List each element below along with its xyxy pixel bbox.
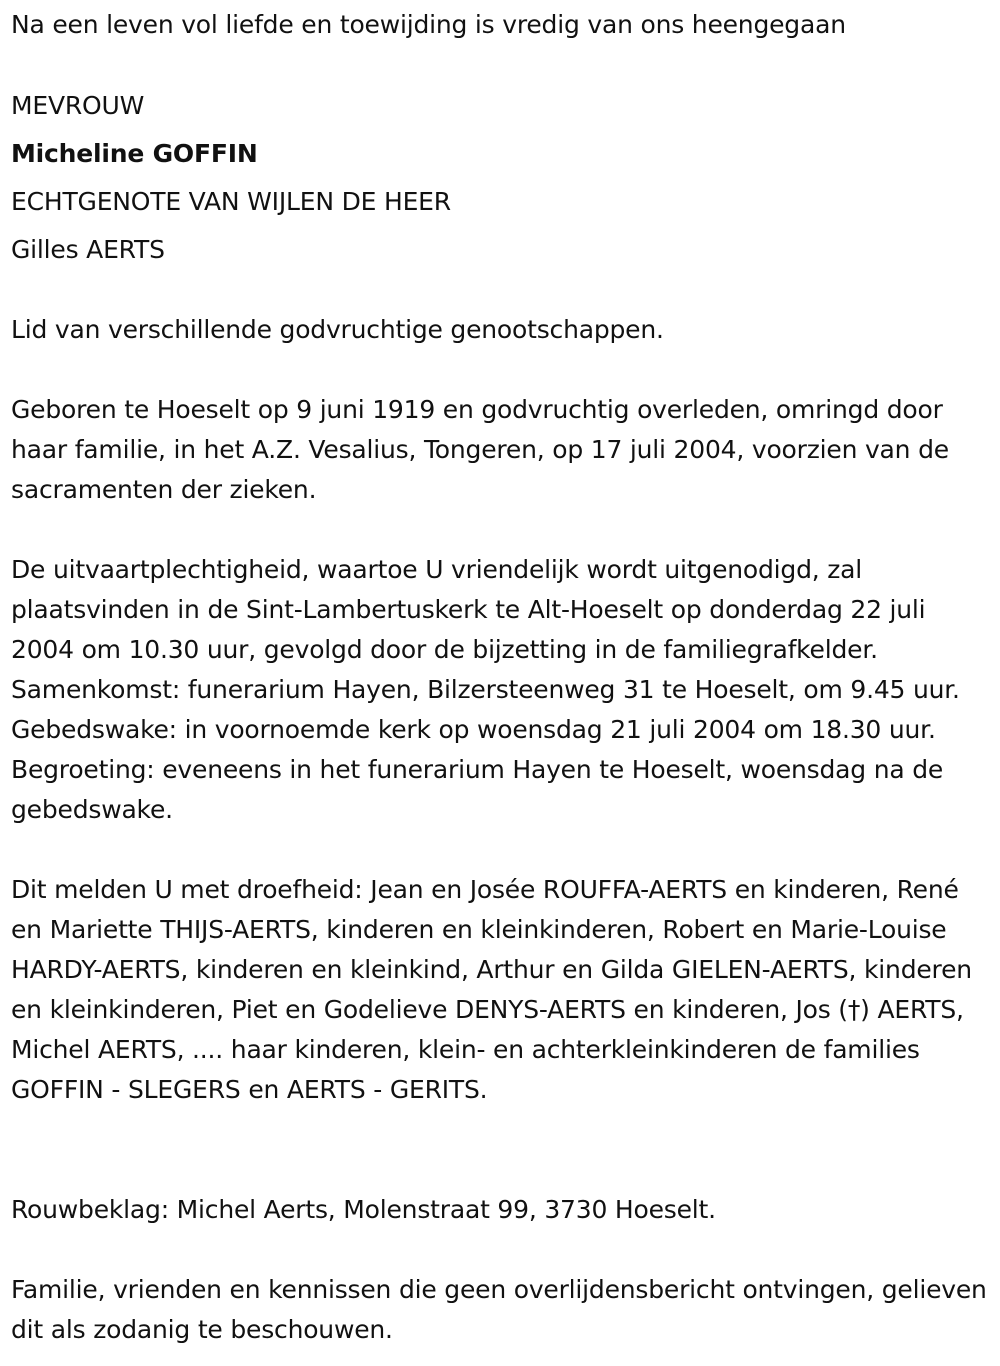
condolence-address: Rouwbeklag: Michel Aerts, Molenstraat 99, 3730 Hoeselt. [11,1195,716,1224]
intro-text: Na een leven vol liefde en toewijding is vredig van ons heengegaan [11,10,846,39]
spouse-name: Gilles AERTS [11,235,165,264]
funeral-paragraph: De uitvaartplechtigheid, waartoe U vriendelijk wordt uitgenodigd, zal plaatsvinden in de Sint-Lambertuskerk te Alt-Hoeselt op donderdag 22 juli 2004 om 10.30 uur, gevolgd door de bijzetting in de familiegrafkelder. Samenkomst: funerarium Hayen, Bilzersteenweg 31 te Hoeselt, om 9.45 uur. Gebedswake: in voornoemde kerk op woensdag 21 juli 2004 om 18.30 uur. Begroeting: eveneens in het funerarium Hayen te Hoeselt, woensdag na de gebedswake. [11,555,960,824]
announcement-paragraph: Dit melden U met droefheid: Jean en Josée ROUFFA-AERTS en kinderen, René en Mariette THIJS-AERTS, kinderen en kleinkinderen, Robert en Marie-Louise HARDY-AERTS, kinderen en kleinkind, Arthur en Gilda GIELEN-AERTS, kinderen en kleinkinderen, Piet en Godelieve DENYS-AERTS en kinderen, Jos (†) AERTS, Michel AERTS, .... haar kinderen, klein- en achterkleinkinderen de families GOFFIN - SLEGERS en AERTS - GERITS. [11,875,972,1104]
relation-text: ECHTGENOTE VAN WIJLEN DE HEER [11,187,451,216]
membership-text: Lid van verschillende godvruchtige genootschappen. [11,315,664,344]
deceased-name: Micheline GOFFIN [11,139,258,168]
closing-paragraph: Familie, vrienden en kennissen die geen overlijdensbericht ontvingen, gelieven dit als zodanig te beschouwen. [11,1275,987,1344]
birth-death-paragraph: Geboren te Hoeselt op 9 juni 1919 en godvruchtig overleden, omringd door haar familie, in het A.Z. Vesalius, Tongeren, op 17 juli 2004, voorzien van de sacramenten der zieken. [11,395,949,504]
title-prefix: MEVROUW [11,91,145,120]
